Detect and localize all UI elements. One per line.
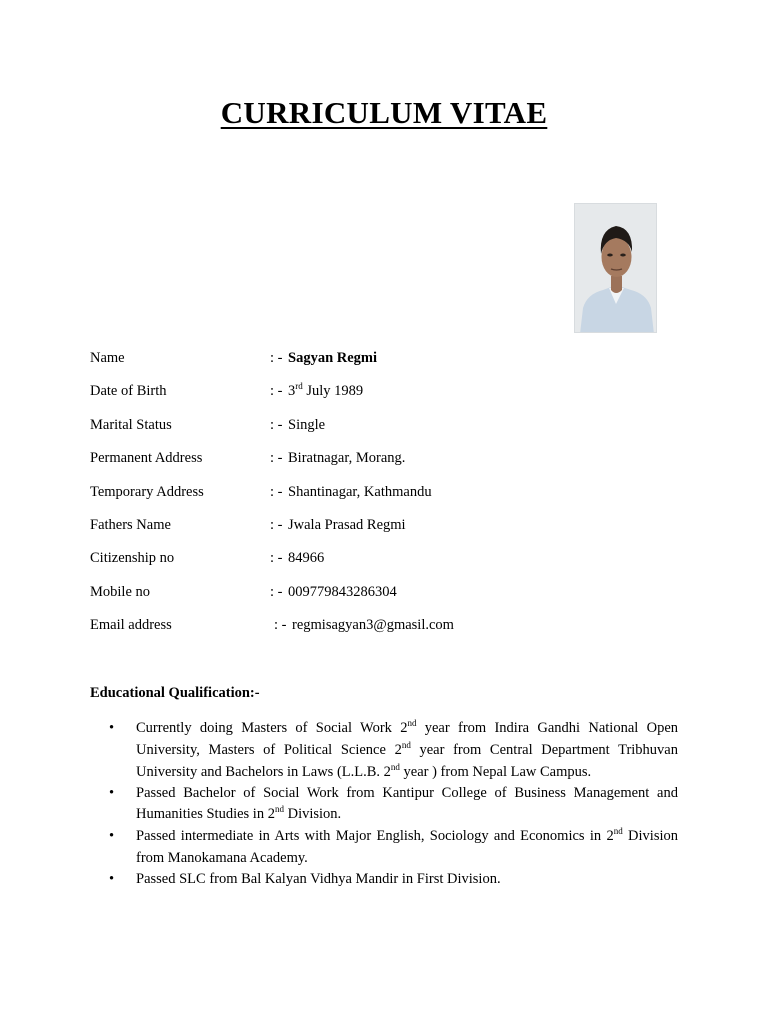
dob-value (288, 383, 363, 400)
separator: : - (270, 350, 283, 366)
separator: : - (270, 516, 283, 533)
item-text: year from Indira Gandhi National Open University, Masters of Political Science 2 (136, 720, 679, 758)
separator: : - (270, 416, 283, 433)
row-name (90, 350, 690, 383)
title-text: CURRICULUM VITAE (220, 95, 548, 130)
separator: : - (270, 450, 283, 467)
row-mobile (90, 584, 690, 617)
item-text: Division from Manokamana Academy. (136, 827, 679, 866)
email-value: regmisagyan3@gmasil.com (292, 617, 454, 634)
row-citizenship (90, 550, 690, 583)
separator: : - (270, 583, 283, 600)
item-text: Passed Bachelor of Social Work from Kantipur College of Business Management and Humanities Studies in 2 (136, 785, 678, 823)
profile-photo (574, 203, 657, 333)
bullet-icon: • (109, 785, 115, 802)
list-item (109, 869, 678, 890)
dob-ordinal: rd (295, 381, 303, 392)
ordinal: nd (407, 718, 417, 728)
separator: : - (270, 483, 283, 500)
row-fathers-name (90, 517, 690, 550)
page-title (0, 95, 768, 131)
dob-month-year: July 1989 (302, 383, 364, 400)
list-item (109, 718, 678, 783)
item-text: Passed intermediate in Arts with Major English, Sociology and Economics in 2 (136, 827, 614, 844)
temporary-address-label: Temporary Address (90, 483, 204, 500)
dob-day: 3 (288, 383, 296, 400)
mobile-label: Mobile no (90, 583, 151, 600)
bullet-icon: • (109, 720, 115, 736)
bullet-icon: • (109, 870, 115, 887)
item-text: Passed SLC from Bal Kalyan Vidhya Mandir in First Division. (136, 870, 501, 887)
personal-details (90, 350, 690, 651)
row-email (90, 617, 690, 650)
row-marital-status (90, 417, 690, 450)
citizenship-label: Citizenship no (90, 550, 175, 567)
separator: : - (270, 550, 283, 567)
ordinal: nd (274, 804, 284, 815)
portrait-illustration (575, 204, 657, 333)
ordinal: nd (401, 739, 411, 750)
item-text: year ) from Nepal Law Campus. (399, 763, 592, 780)
citizenship-value: 84966 (288, 550, 325, 567)
mobile-value: 009779843286304 (288, 583, 397, 600)
ordinal: nd (390, 761, 400, 772)
dob-label: Date of Birth (90, 383, 167, 400)
item-text: Division. (283, 806, 342, 823)
bullet-icon: • (109, 827, 115, 844)
fathers-name-label: Fathers Name (90, 516, 171, 533)
list-item (109, 826, 678, 869)
education-heading: Educational Qualification:- (90, 685, 260, 701)
row-temporary-address (90, 484, 690, 517)
separator: : - (270, 383, 283, 400)
email-label: Email address (90, 617, 172, 634)
item-text: Currently doing Masters of Social Work 2 (136, 720, 408, 736)
ordinal: nd (613, 825, 623, 836)
temporary-address-value: Shantinagar, Kathmandu (288, 483, 432, 500)
marital-label: Marital Status (90, 416, 172, 433)
row-permanent-address (90, 450, 690, 483)
name-value: Sagyan Regmi (288, 350, 378, 366)
item-text: year from Central Department Tribhuvan University and Bachelors in Laws (L.L.B. 2 (136, 741, 678, 780)
education-list (109, 718, 678, 889)
permanent-address-label: Permanent Address (90, 450, 203, 467)
name-label: Name (90, 350, 125, 366)
fathers-name-value: Jwala Prasad Regmi (288, 516, 406, 533)
list-item (109, 783, 678, 826)
row-dob (90, 383, 690, 416)
permanent-address-value: Biratnagar, Morang. (288, 450, 406, 467)
marital-value: Single (288, 416, 326, 433)
separator: : - (274, 617, 287, 634)
